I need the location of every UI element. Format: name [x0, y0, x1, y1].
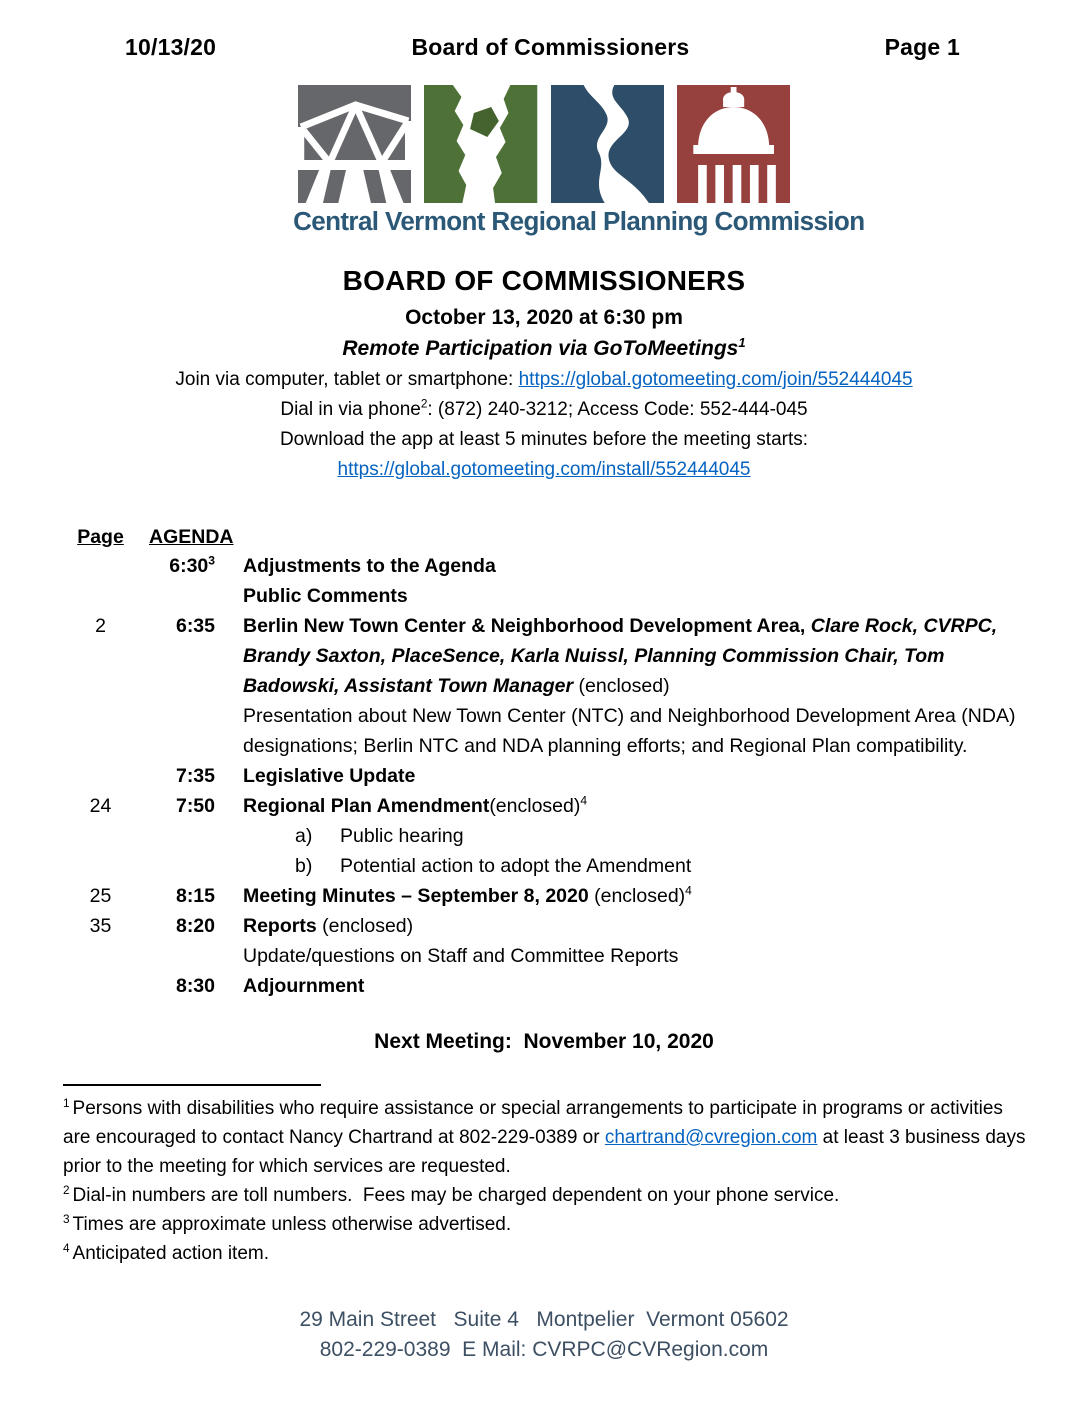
agenda-item-title: Regional Plan Amendment [243, 795, 490, 817]
footnote-4 [63, 1239, 1033, 1268]
header-page-number: Page 1 [884, 34, 960, 60]
agenda-row [63, 791, 1018, 881]
footnote-ref-4: 4 [580, 793, 588, 808]
agenda-row [63, 611, 1018, 761]
footer-address: 29 Main Street Suite 4 Montpelier Vermont 05602 [299, 1308, 789, 1331]
footnote-text: Anticipated action item. [72, 1243, 269, 1264]
header-title: Board of Commissioners [411, 34, 690, 60]
dial-prefix: Dial in via phone [280, 399, 421, 420]
vermont-map-icon [424, 85, 537, 203]
footnotes-section [63, 1084, 1033, 1268]
agenda-item-description: Presentation about New Town Center (NTC) and Neighborhood Development Area (NDA) designations; Berlin NTC and NDA planning efforts; and Regional Plan compatibility. [243, 705, 1016, 757]
download-line: Download the app at least 5 minutes before the meeting starts: [279, 429, 809, 450]
footnote-2 [63, 1181, 1033, 1210]
footnote-text: Times are approximate unless otherwise advertised. [72, 1214, 512, 1235]
agenda-page-number: 24 [89, 795, 112, 817]
agenda-time: 8:30 [175, 975, 215, 997]
agenda-row [63, 581, 1018, 611]
next-meeting-line: Next Meeting: November 10, 2020 [374, 1030, 714, 1053]
agenda-item-speakers: Clare Rock, CVRPC, Brandy Saxton, PlaceSence, Karla Nuissl, Planning Commission Chair, Tom Badowski, Assistant Town Manager [243, 615, 998, 697]
agenda-enclosed-note: (enclosed) [489, 795, 581, 817]
footnote-marker: 2 [63, 1183, 70, 1197]
footnote-ref-1: 1 [738, 335, 746, 350]
subitem-text: Potential action to adopt the Amendment [340, 855, 692, 877]
agenda-item-body [215, 881, 1018, 911]
join-prefix: Join via computer, tablet or smartphone: [175, 369, 519, 390]
logo-panels [298, 85, 790, 203]
meeting-datetime: October 13, 2020 at 6:30 pm [405, 306, 683, 329]
agenda-time: 7:35 [175, 765, 215, 787]
footnote-marker: 4 [63, 1241, 70, 1255]
agenda-item-body [215, 611, 1018, 761]
agenda-enclosed-note: (enclosed) [573, 675, 670, 697]
footnote-ref-4: 4 [685, 883, 692, 898]
agenda-row [63, 911, 1018, 971]
agenda-col-page: Page [77, 526, 124, 548]
agenda-page-number [63, 551, 138, 581]
footnote-text: at least 3 business days prior to the meeting for which services are requested. [63, 1127, 1026, 1177]
footer-contact: 802-229-0389 E Mail: CVRPC@CVRegion.com [319, 1338, 769, 1361]
agenda-row [63, 551, 1018, 581]
subitem-text: Public hearing [340, 825, 464, 847]
meeting-title: BOARD OF COMMISSIONERS [342, 265, 746, 296]
remote-participation-text: Remote Participation via GoToMeetings [342, 337, 739, 360]
footnote-divider [63, 1084, 321, 1086]
remote-participation-line [0, 337, 1088, 361]
dial-line [0, 399, 1088, 421]
footnote-text: Dial-in numbers are toll numbers. Fees may be charged dependent on your phone service. [72, 1185, 840, 1206]
agenda-item-body [215, 911, 1018, 971]
agenda-item-title: Adjustments to the Agenda [243, 555, 496, 577]
agenda-subitem [243, 851, 1018, 881]
agenda-item-title: Berlin New Town Center & Neighborhood Development Area, [243, 615, 806, 637]
agenda-page-number: 35 [89, 915, 112, 937]
agenda-item-note: Update/questions on Staff and Committee Reports [243, 945, 679, 967]
contact-email-link[interactable]: chartrand@cvregion.com [604, 1127, 818, 1148]
agenda-col-agenda: AGENDA [149, 526, 234, 548]
agenda-time: 8:15 [175, 885, 215, 907]
agenda-time [138, 551, 215, 581]
join-line [0, 369, 1088, 391]
capitol-dome-icon [677, 85, 790, 203]
agenda-section [63, 523, 1018, 1001]
install-app-link[interactable]: https://global.gotomeeting.com/install/552444045 [337, 459, 751, 480]
cvrpc-logo [293, 85, 865, 237]
footnote-marker: 3 [63, 1212, 70, 1226]
running-header [0, 0, 1088, 61]
footnote-3 [63, 1210, 1033, 1239]
agenda-item-title: Adjournment [243, 975, 365, 997]
agenda-item-title: Reports [243, 915, 317, 937]
agenda-item-body [215, 791, 1018, 881]
install-line [0, 459, 1088, 481]
subitem-marker: a) [295, 825, 313, 847]
agenda-row [63, 971, 1018, 1001]
footnote-ref-2: 2 [420, 397, 428, 411]
subitem-marker: b) [295, 855, 313, 877]
agenda-row [63, 881, 1018, 911]
logo-org-name: Central Vermont Regional Planning Commission [293, 208, 865, 236]
agenda-enclosed-note: (enclosed) [316, 915, 414, 937]
agenda-column-headers [63, 523, 1018, 551]
header-date: 10/13/20 [125, 34, 217, 60]
bridge-icon [298, 85, 411, 203]
agenda-page-number: 25 [89, 885, 112, 907]
footnote-ref-3: 3 [208, 553, 215, 568]
agenda-page-number: 2 [95, 615, 106, 637]
agenda-time: 6:35 [175, 615, 215, 637]
agenda-time: 7:50 [175, 795, 215, 817]
agenda-row [63, 761, 1018, 791]
dial-suffix: : (872) 240-3212; Access Code: 552-444-045 [427, 399, 808, 420]
footnote-marker: 1 [63, 1096, 70, 1110]
agenda-time-text: 6:30 [169, 555, 209, 577]
join-meeting-link[interactable]: https://global.gotomeeting.com/join/552444045 [518, 369, 913, 390]
footnote-1 [63, 1094, 1033, 1181]
agenda-item-title: Public Comments [243, 585, 408, 607]
footnote-text: Persons with disabilities who require assistance or special arrangements to participate in programs or activities are encouraged to contact Nancy Chartrand at 802-229-0389 or [63, 1098, 1003, 1148]
river-icon [551, 85, 664, 203]
agenda-time: 8:20 [175, 915, 215, 937]
agenda-subitem [243, 821, 1018, 851]
agenda-item-title: Legislative Update [243, 765, 416, 787]
agenda-item-title: Meeting Minutes – September 8, 2020 [243, 885, 589, 907]
agenda-enclosed-note: (enclosed) [588, 885, 686, 907]
document-footer [0, 1305, 1088, 1365]
